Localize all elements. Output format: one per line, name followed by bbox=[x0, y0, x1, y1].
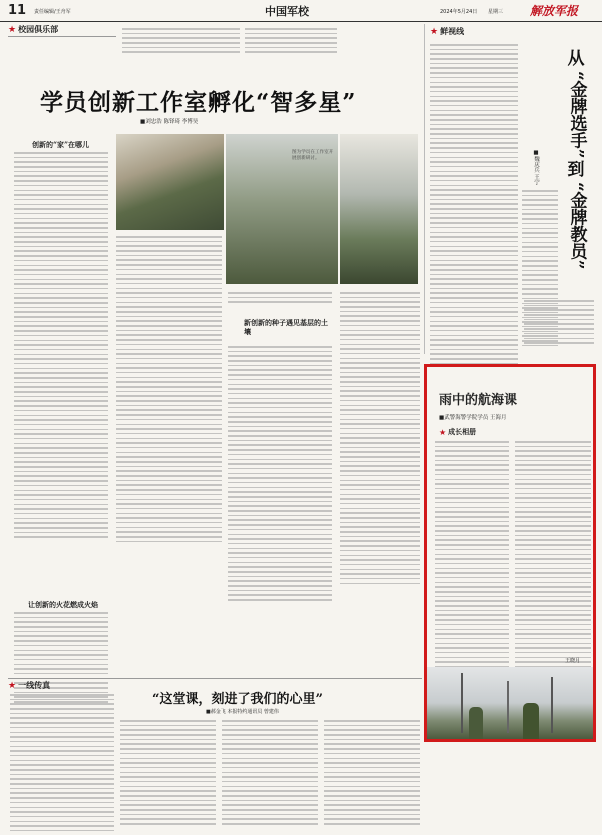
feature-column-label: 成长相册 bbox=[448, 428, 477, 436]
club-col-3a bbox=[228, 292, 332, 306]
star-icon: ★ bbox=[439, 427, 447, 437]
mast-shape bbox=[461, 673, 463, 733]
feature-title: 雨中的航海课 bbox=[439, 393, 518, 408]
club-subhead-2: 让创新的火花燃成火焰 bbox=[28, 600, 98, 609]
figure-shape bbox=[523, 703, 539, 739]
club-col-2 bbox=[116, 236, 222, 545]
club-intro-text bbox=[122, 28, 240, 56]
feature-column-tag bbox=[439, 427, 476, 437]
club-divider bbox=[8, 36, 116, 37]
star-icon: ★ bbox=[8, 680, 17, 691]
feature-photo bbox=[427, 667, 593, 739]
figure-shape bbox=[469, 707, 483, 739]
mast-shape bbox=[507, 681, 509, 733]
view-headline-line-3: 到 bbox=[567, 159, 585, 180]
club-byline: ■刘忠浩 陈铎琦 李博昊 bbox=[140, 119, 199, 125]
paper-logo: 解放军报 bbox=[530, 4, 579, 18]
frontline-col-3 bbox=[222, 720, 318, 828]
club-subhead-3: 新创新的种子遇见基层的土壤 bbox=[244, 318, 328, 336]
club-photo-caption: 图为学员在工作室开展创新研讨。 bbox=[292, 150, 334, 161]
feature-byline: ■武警海警学院学员 王海月 bbox=[439, 415, 507, 421]
page-number: 11 bbox=[8, 3, 27, 18]
view-author: ■魏庆兵 王宁 bbox=[533, 150, 539, 186]
frontline-col-4 bbox=[324, 720, 420, 828]
club-col-1b bbox=[14, 612, 108, 706]
frontline-divider bbox=[8, 678, 422, 679]
view-headline-line-2: “金牌选手” bbox=[566, 71, 587, 159]
frontline-byline: ■郝金飞 本报特约通讯员 曾建伟 bbox=[206, 709, 279, 715]
club-headline: 学员创新工作室孵化“智多星” bbox=[40, 89, 357, 116]
weekday-line: 星期三 bbox=[488, 9, 504, 15]
feature-signature: 王晓月 bbox=[565, 658, 581, 664]
view-col-3 bbox=[524, 300, 594, 347]
masthead bbox=[0, 0, 602, 22]
feature-box bbox=[424, 364, 596, 742]
club-col-4 bbox=[340, 292, 420, 587]
view-headline bbox=[560, 50, 592, 271]
star-icon: ★ bbox=[430, 26, 439, 37]
mast-shape bbox=[551, 677, 553, 733]
view-col-1 bbox=[430, 44, 518, 386]
view-headline-line-1: 从 bbox=[567, 49, 585, 69]
frontline-column-tag bbox=[8, 680, 50, 691]
date-line: 2024年5月24日 bbox=[440, 9, 478, 15]
club-photo-3 bbox=[340, 134, 418, 284]
club-column-tag bbox=[8, 24, 58, 35]
club-intro-text-2 bbox=[245, 28, 337, 56]
view-headline-line-4: “金牌教员” bbox=[566, 181, 587, 270]
club-column-label: 校园俱乐部 bbox=[18, 25, 59, 34]
club-col-3 bbox=[228, 346, 332, 604]
frontline-col-2 bbox=[120, 720, 216, 828]
frontline-headline: “这堂课，刻进了我们的心里” bbox=[152, 692, 323, 707]
club-col-1 bbox=[14, 152, 108, 541]
view-column-label: 鲜视线 bbox=[440, 27, 465, 36]
star-icon: ★ bbox=[8, 24, 17, 35]
club-subhead-1: 创新的“家”在哪儿 bbox=[32, 140, 90, 149]
view-column-tag bbox=[430, 26, 464, 37]
editors-line: 责任编辑/王舟军 bbox=[34, 9, 71, 15]
frontline-column-label: 一线传真 bbox=[18, 681, 51, 690]
club-photo-1 bbox=[116, 134, 224, 230]
frontline-col-1 bbox=[10, 694, 114, 835]
view-divider bbox=[424, 24, 425, 354]
section-title: 中国军校 bbox=[265, 5, 309, 18]
